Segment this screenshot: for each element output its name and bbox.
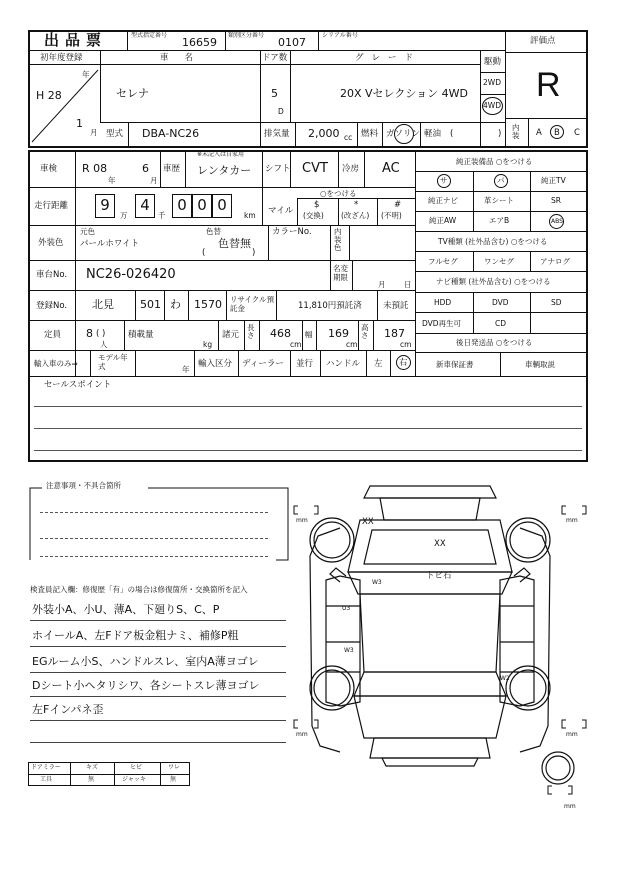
import-parallel: 並行 xyxy=(296,359,314,369)
mark-hood: XX xyxy=(434,539,446,549)
load-unit: kg xyxy=(203,340,213,349)
navi-label: ナビ種類 (社外品含む) ○をつける xyxy=(436,277,551,286)
model-year-label: モデル年式 xyxy=(98,353,128,371)
grade: 20X Vセレクション 4WD xyxy=(340,87,468,100)
height-label: 高さ xyxy=(361,323,369,341)
shift: CVT xyxy=(302,161,328,176)
name-change-day: 日 xyxy=(404,280,412,289)
mark-left-rear: W3 xyxy=(344,647,354,654)
interior-b: B xyxy=(554,128,560,138)
tv-1: フルセグ xyxy=(428,257,458,266)
navi-2: DVD xyxy=(492,298,509,307)
tools-v3: ジャッキ xyxy=(122,776,146,783)
height: 187 xyxy=(384,327,405,340)
navi2-2: CD xyxy=(495,319,507,328)
doors-label: ドア数 xyxy=(262,53,288,63)
color-code-label: 色替 xyxy=(206,227,221,236)
shaken-year-suffix: 年 xyxy=(108,176,116,185)
category-number: 0107 xyxy=(278,36,306,49)
length-label: 長さ xyxy=(247,323,255,341)
diesel-label: 軽油 xyxy=(424,129,442,139)
mark-front-left: XX xyxy=(362,517,374,527)
handle-left: 左 xyxy=(374,359,383,369)
equip-row3-3: ABS xyxy=(551,218,563,225)
equip-row2-2: 革シート xyxy=(484,196,514,205)
mileage-dollar-note: (交換) xyxy=(303,211,324,220)
mileage-unit: km xyxy=(244,211,256,220)
first-reg-month-suffix: 月 xyxy=(90,128,98,137)
interior-label: 内装 xyxy=(512,123,520,141)
original-color-label: 元色 xyxy=(80,227,95,236)
mark-left-front-door: W3 xyxy=(372,579,382,586)
equip-row2-3: SR xyxy=(551,196,561,205)
name-change-label: 名変期限 xyxy=(333,264,348,282)
model: DBA-NC26 xyxy=(142,127,200,140)
mm-front-right: mm xyxy=(566,517,578,524)
mileage-sen: 千 xyxy=(158,211,166,220)
tools-h1: ドアミラー xyxy=(31,764,61,771)
plate-class: 501 xyxy=(140,298,161,311)
shaken-month: 6 xyxy=(142,162,149,175)
handle-right: 右 xyxy=(399,358,408,368)
color-change: 色替無 xyxy=(218,237,251,250)
length: 468 xyxy=(270,327,291,340)
grade-label: グレード xyxy=(355,53,422,63)
capacity: 8 xyxy=(86,327,93,340)
mileage-dollar: $ xyxy=(314,200,320,210)
interior-c: C xyxy=(574,128,580,138)
note-line-1: 外装小A、小U、薄A、下廻りS、C、P xyxy=(32,603,220,616)
shaken-year: R 08 xyxy=(82,162,108,175)
rating-value: R xyxy=(536,66,561,104)
later-1: 新車保証書 xyxy=(436,360,474,369)
car-diagram xyxy=(290,476,590,816)
equip-row2-1: 純正ナビ xyxy=(428,196,458,205)
capacity-unit: 人 xyxy=(100,340,108,349)
color-paren-close: ) xyxy=(252,248,256,258)
fuel-label: 燃料 xyxy=(361,129,379,139)
mileage-hash-note: (不明) xyxy=(381,211,402,220)
drive-2wd: 2WD xyxy=(483,78,501,87)
mileage-circle-note: ○をつける xyxy=(320,189,357,198)
displacement-unit: cc xyxy=(344,133,353,142)
plate-area: 北見 xyxy=(92,298,114,311)
use: レンタカー xyxy=(197,164,252,177)
car-name: セレナ xyxy=(116,87,149,100)
tools-v4: 無 xyxy=(170,776,177,783)
note-line-4: Dシート小ヘタリシワ、各シートスレ薄ヨゴレ xyxy=(32,679,260,692)
height-unit: cm xyxy=(400,340,412,349)
displacement-label: 排気量 xyxy=(264,129,290,139)
handle-label: ハンドル xyxy=(326,359,361,369)
displacement: 2,000 xyxy=(308,127,340,140)
mm-spare: mm xyxy=(564,803,576,810)
mm-rear-left: mm xyxy=(296,731,308,738)
equip-row3-1: 純正AW xyxy=(429,216,457,225)
import-dealer: ディーラー xyxy=(242,359,284,369)
type-number: 16659 xyxy=(182,36,217,49)
fuel: ガソリン xyxy=(386,129,421,139)
interior-color-label: 内装色 xyxy=(334,227,342,252)
tv-2: ワンセグ xyxy=(484,257,514,266)
mileage-digit-1: 9 xyxy=(100,196,110,214)
mm-front-left: mm xyxy=(296,517,308,524)
first-reg-month: 1 xyxy=(76,117,83,130)
mark-right-rear: W2 xyxy=(500,675,510,682)
capacity-paren: ( ) xyxy=(96,329,106,339)
serial-label: シリアル番号 xyxy=(322,32,358,39)
mileage-label: 走行距離 xyxy=(34,201,69,211)
recycle-status: 未預託 xyxy=(383,301,409,311)
shaken-month-suffix: 月 xyxy=(150,176,158,185)
ac: AC xyxy=(382,161,400,176)
tv-3: アナログ xyxy=(540,257,570,266)
mile-label: マイル xyxy=(268,206,294,216)
color-label: 外装色 xyxy=(38,238,64,248)
width-label: 幅 xyxy=(305,330,313,339)
mileage-hash: # xyxy=(394,200,402,210)
model-year-unit: 年 xyxy=(182,365,190,374)
dim-label: 諸元 xyxy=(222,330,240,340)
note-line-5: 左Fインパネ歪 xyxy=(32,703,104,716)
mark-windshield: トビ石 xyxy=(426,571,452,581)
ac-label: 冷房 xyxy=(342,164,360,174)
doors: 5 xyxy=(271,87,278,100)
diesel-paren-close: ) xyxy=(498,129,502,139)
plate-label: 登録No. xyxy=(36,301,68,311)
mark-left-rear-door: U3 xyxy=(342,605,351,612)
tv-label: TV種類 (社外品含む) ○をつける xyxy=(438,237,548,246)
tools-v2: 無 xyxy=(88,776,95,783)
first-reg-label: 初年度登録 xyxy=(40,53,83,63)
mileage-digit-4: 0 xyxy=(197,196,207,214)
use-label: 車歴 xyxy=(163,164,181,174)
sales-label: セールスポイント xyxy=(44,380,112,390)
category-label: 類別区分番号 xyxy=(228,32,265,39)
page-title: 出品票 xyxy=(44,31,108,49)
shaken-label: 車検 xyxy=(40,164,58,174)
capacity-label: 定員 xyxy=(44,330,62,340)
color-paren-open: ( xyxy=(202,248,206,258)
color-no-label: カラーNo. xyxy=(272,227,312,237)
equip-row3-2: エアB xyxy=(489,216,510,225)
original-color: パールホワイト xyxy=(80,239,140,249)
chassis-label: 車台No. xyxy=(36,270,68,280)
later-label: 後日発送品 ○をつける xyxy=(456,338,533,347)
model-label: 型式 xyxy=(106,129,124,139)
inspector-label: 検査員記入欄：修復歴「有」の場合は修復箇所・交換箇所を記入 xyxy=(30,585,248,594)
first-reg-era: H 28 xyxy=(36,89,62,102)
diesel-paren-open: ( xyxy=(450,129,454,139)
door-type: D xyxy=(278,107,284,116)
mileage-man: 万 xyxy=(120,211,128,220)
equip-row1-2: パ xyxy=(497,176,505,185)
drive-4wd: 4WD xyxy=(483,101,501,110)
equip-row1-1: サ xyxy=(440,176,448,185)
drive-label: 駆動 xyxy=(484,57,502,67)
car-name-label: 車名 xyxy=(160,53,210,63)
navi-1: HDD xyxy=(434,298,452,307)
note-line-2: ホイールA、左Fドア板金粗ナミ、補修P粗 xyxy=(32,629,239,642)
plate-kana: わ xyxy=(170,298,181,311)
mileage-star-note: (改ざん) xyxy=(341,211,370,220)
type-number-label: 型式指定番号 xyxy=(131,32,168,39)
notes-label: 注意事項・不具合箇所 xyxy=(46,481,121,490)
mileage-digit-3: 0 xyxy=(177,196,187,214)
navi2-1: DVD再生可 xyxy=(422,319,462,328)
width-unit: cm xyxy=(346,340,358,349)
tools-h4: ワレ xyxy=(168,764,181,771)
import-type-label: 輸入区分 xyxy=(198,359,233,369)
plate-number: 1570 xyxy=(194,298,222,311)
note-line-3: EGルーム小S、ハンドルスレ、室内A薄ヨゴレ xyxy=(32,655,259,668)
interior-a: A xyxy=(536,128,542,138)
later-2: 車輌取説 xyxy=(525,360,555,369)
rating-label: 評価点 xyxy=(530,36,556,46)
tools-h3: ヒビ xyxy=(130,764,143,771)
chassis: NC26-026420 xyxy=(86,267,176,282)
mileage-star: * xyxy=(354,200,359,210)
shift-label: シフト xyxy=(265,164,291,174)
length-unit: cm xyxy=(290,340,302,349)
genuine-label: 純正装備品 ○をつける xyxy=(456,157,533,166)
import-label: 輸入車のみ⇒ xyxy=(34,359,78,368)
use-note: ※未記入は自家用 xyxy=(197,151,245,158)
equip-row1-3: 純正TV xyxy=(541,176,566,185)
first-reg-year-suffix: 年 xyxy=(82,70,90,79)
tools-v1: 工具 xyxy=(40,776,53,783)
navi-3: SD xyxy=(551,298,562,307)
recycle-amount: 11,810円預託済 xyxy=(298,301,362,311)
recycle-label: リサイクル預託金 xyxy=(230,295,274,313)
load-label: 積載量 xyxy=(128,330,154,340)
mileage-digit-5: 0 xyxy=(217,196,227,214)
mm-rear-right: mm xyxy=(566,731,578,738)
notes-bracket xyxy=(28,486,290,562)
width: 169 xyxy=(328,327,349,340)
mileage-digit-2: 4 xyxy=(140,196,150,214)
tools-h2: キズ xyxy=(86,764,98,771)
name-change-month: 月 xyxy=(378,280,386,289)
